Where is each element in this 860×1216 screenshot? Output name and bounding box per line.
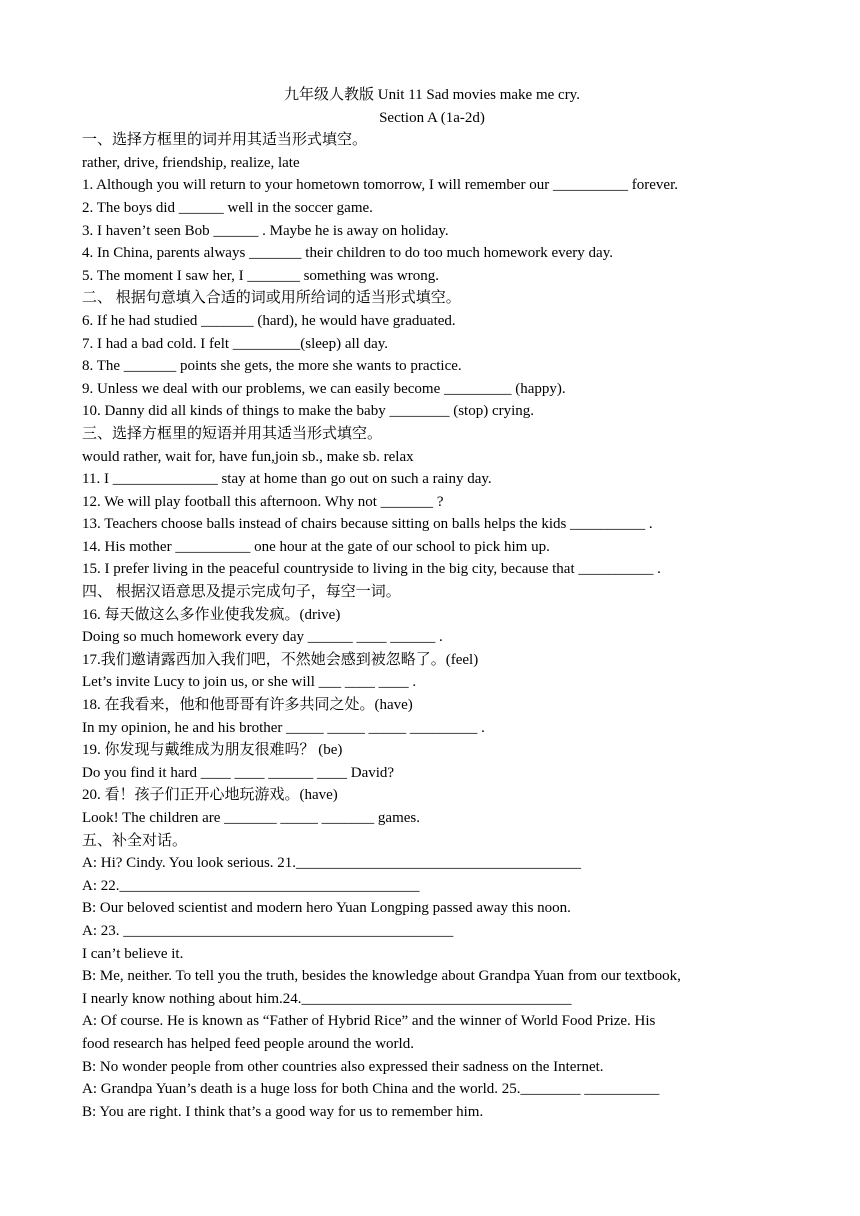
section-2-heading: 二、 根据句意填入合适的词或用所给词的适当形式填空。	[82, 290, 461, 307]
question-14: 14. His mother __________ one hour at the gate of our school to pick him up.	[82, 538, 550, 555]
question-11: 11. I ______________ stay at home than go out on such a rainy day.	[82, 471, 492, 488]
dialogue-line-25: A: Grandpa Yuan’s death is a huge loss for both China and the world. 25.________ __________	[82, 1081, 660, 1098]
phrase-bank-3: would rather, wait for, have fun,join sb., make sb. relax	[82, 448, 414, 465]
question-5: 5. The moment I saw her, I _______ something was wrong.	[82, 267, 439, 284]
dialogue-line-a3-cont: food research has helped feed people around the world.	[82, 1035, 414, 1052]
question-7: 7. I had a bad cold. I felt _________(sleep) all day.	[82, 335, 389, 352]
question-15: 15. I prefer living in the peaceful countryside to living in the big city, because that __________ .	[82, 561, 661, 578]
question-1: 1. Although you will return to your hometown tomorrow, I will remember our __________ forever.	[82, 177, 679, 194]
dialogue-line-a3: A: Of course. He is known as “Father of Hybrid Rice” and the winner of World Food Prize. His	[82, 1013, 656, 1030]
question-18-chinese: 18. 在我看来，他和他哥哥有许多共同之处。(have)	[82, 697, 413, 714]
question-20-chinese: 20. 看！孩子们正开心地玩游戏。(have)	[82, 787, 338, 804]
question-9: 9. Unless we deal with our problems, we can easily become _________ (happy).	[82, 380, 566, 397]
question-19-chinese: 19. 你发现与戴维成为朋友很难吗？ (be)	[82, 742, 343, 759]
section-4-heading: 四、 根据汉语意思及提示完成句子，每空一词。	[82, 584, 401, 601]
word-bank-1: rather, drive, friendship, realize, late	[82, 154, 300, 171]
dialogue-line-23: A: 23. ____________________________________________	[82, 922, 454, 939]
question-17-english: Let’s invite Lucy to join us, or she will ___ ____ ____ .	[82, 674, 417, 691]
dialogue-line-b1: B: Our beloved scientist and modern hero Yuan Longping passed away this noon.	[82, 900, 571, 917]
question-16-chinese: 16. 每天做这么多作业使我发疯。(drive)	[82, 606, 341, 623]
question-3: 3. I haven’t seen Bob ______ . Maybe he is away on holiday.	[82, 222, 449, 239]
question-10: 10. Danny did all kinds of things to make the baby ________ (stop) crying.	[82, 403, 535, 420]
question-8: 8. The _______ points she gets, the more she wants to practice.	[82, 358, 462, 375]
question-4: 4. In China, parents always _______ their children to do too much homework every day.	[82, 245, 613, 262]
question-13: 13. Teachers choose balls instead of chairs because sitting on balls helps the kids __________ .	[82, 516, 653, 533]
question-18-english: In my opinion, he and his brother _____ _____ _____ _________ .	[82, 719, 485, 736]
worksheet-page	[82, 84, 782, 1123]
dialogue-line-a-believe: I can’t believe it.	[82, 945, 184, 962]
worksheet-subtitle: Section A (1a-2d)	[379, 109, 485, 126]
question-20-english: Look! The children are _______ _____ _______ games.	[82, 810, 420, 826]
dialogue-line-22: A: 22.________________________________________	[82, 877, 420, 894]
dialogue-line-b2: B: Me, neither. To tell you the truth, besides the knowledge about Grandpa Yuan from our textbook,	[82, 968, 681, 985]
question-12: 12. We will play football this afternoon. Why not _______ ?	[82, 493, 444, 510]
question-19-english: Do you find it hard ____ ____ ______ ____ David?	[82, 764, 395, 781]
section-3-heading: 三、选择方框里的短语并用其适当形式填空。	[82, 425, 383, 442]
question-17-chinese: 17.我们邀请露西加入我们吧，不然她会感到被忽略了。(feel)	[82, 651, 479, 668]
question-2: 2. The boys did ______ well in the soccer game.	[82, 199, 373, 216]
dialogue-line-b3: B: No wonder people from other countries also expressed their sadness on the Internet.	[82, 1058, 604, 1075]
section-5-heading: 五、补全对话。	[82, 832, 188, 849]
dialogue-line-21: A: Hi? Cindy. You look serious. 21.______________________________________	[82, 855, 582, 872]
question-16-english: Doing so much homework every day ______ ____ ______ .	[82, 629, 443, 646]
section-1-heading: 一、选择方框里的词并用其适当形式填空。	[82, 132, 368, 149]
worksheet-title: 九年级人教版 Unit 11 Sad movies make me cry.	[284, 87, 580, 103]
dialogue-line-24: I nearly know nothing about him.24.____________________________________	[82, 990, 572, 1007]
dialogue-line-b4: B: You are right. I think that’s a good way for us to remember him.	[82, 1103, 484, 1120]
question-6: 6. If he had studied _______ (hard), he would have graduated.	[82, 312, 456, 329]
